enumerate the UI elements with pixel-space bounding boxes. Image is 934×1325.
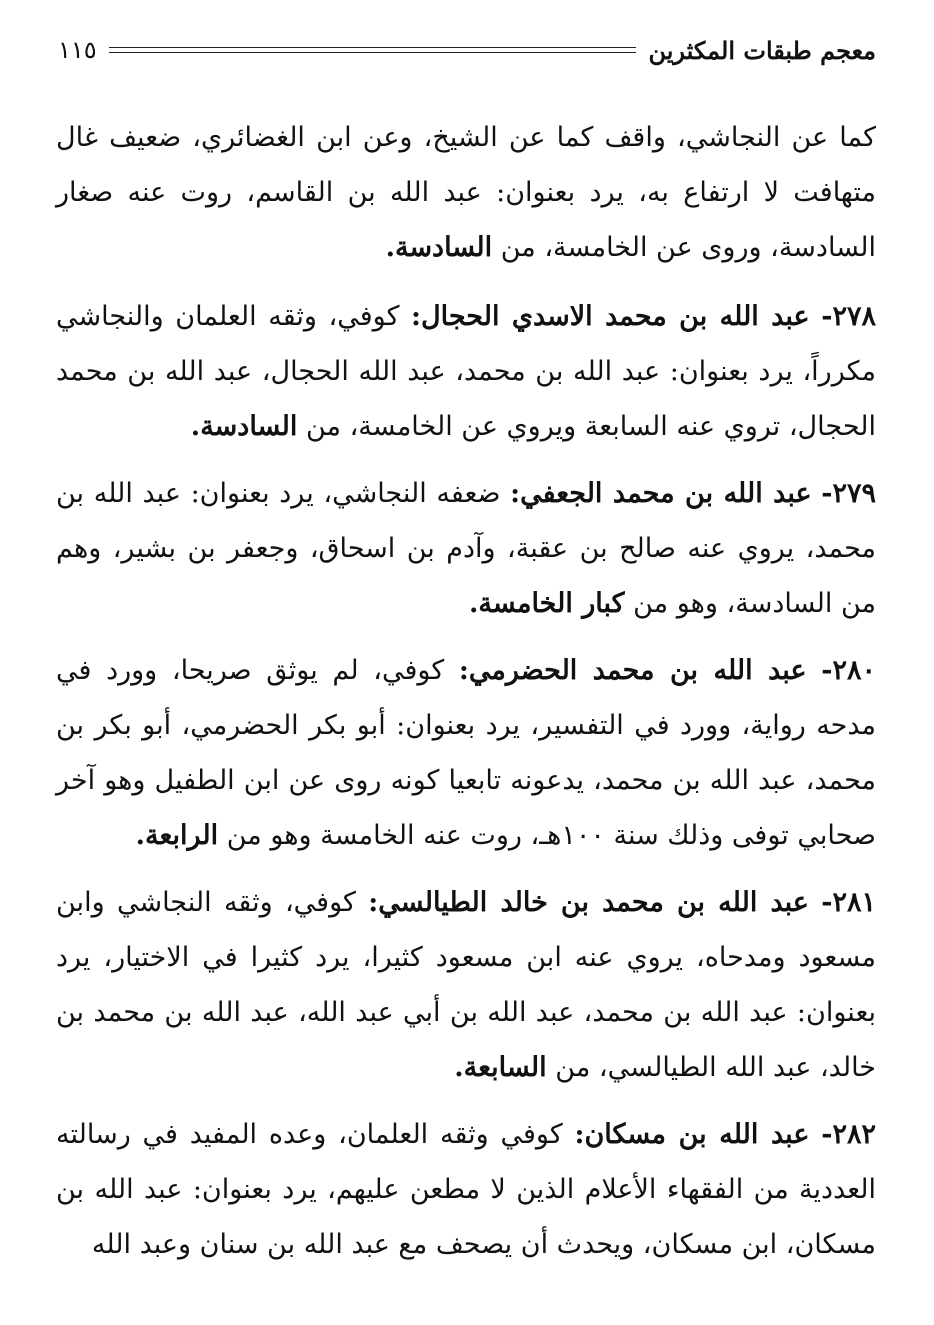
entry-tail: الرابعة. (135, 820, 219, 851)
intro-paragraph (56, 110, 876, 275)
entry-text: كوفي، وثقه العلمان والنجاشي مكرراً، يرد بعنوان: عبد الله بن محمد، عبد الله الحجال، عبد الله بن محمد الحجال، تروي عنه السابعة ويروي عن الخامسة، من (56, 301, 876, 442)
entry-name: عبد الله بن مسكان: (574, 1119, 810, 1150)
entry-tail: السادسة. (190, 411, 298, 442)
entry-name: عبد الله بن محمد الاسدي الحجال: (411, 301, 810, 332)
entry-279 (56, 466, 876, 631)
page-body (56, 110, 876, 1284)
entry-name: عبد الله بن محمد الجعفي: (510, 478, 812, 509)
entry-280 (56, 643, 876, 863)
page-header (58, 30, 876, 70)
running-title: معجم طبقات المكثرين (648, 35, 876, 65)
entry-text: ضعفه النجاشي، يرد بعنوان: عبد الله بن محمد، يروي عنه صالح بن عقبة، وآدم بن اسحاق، وجعفر بن بشير، وهم من السادسة، وهو من (56, 478, 876, 619)
entry-text: كوفي، وثقه النجاشي وابن مسعود ومدحاه، يروي عنه ابن مسعود كثيرا، يرد كثيرا في الاختيار، يرد بعنوان: عبد الله بن محمد، عبد الله بن أبي عبد الله، عبد الله بن محمد بن خالد، عبد الله الطيالسي، من (56, 887, 876, 1083)
page-number: ١١٥ (58, 36, 97, 64)
entry-text: كوفي وثقه العلمان، وعده المفيد في رسالته العددية من الفقهاء الأعلام الذين لا مطعن عليهم، يرد بعنوان: عبد الله بن مسكان، ابن مسكان، ويحدث أن يصحف مع عبد الله بن سنان وعبد الله (56, 1119, 876, 1260)
entry-number: ٢٨٠- (821, 655, 876, 686)
entry-282 (56, 1107, 876, 1272)
entry-tail: السابعة. (454, 1052, 547, 1083)
entry-name: عبد الله بن محمد بن خالد الطيالسي: (368, 887, 809, 918)
entry-278 (56, 289, 876, 454)
entry-number: ٢٧٨- (821, 301, 876, 332)
header-rule (109, 47, 637, 53)
entry-number: ٢٧٩- (821, 478, 876, 509)
entry-number: ٢٨١- (821, 887, 876, 918)
entry-name: عبد الله بن محمد الحضرمي: (458, 655, 807, 686)
intro-tail: السادسة. (385, 232, 493, 263)
intro-text: كما عن النجاشي، واقف كما عن الشيخ، وعن ابن الغضائري، ضعيف غال متهافت لا ارتفاع به، يرد بعنوان: عبد الله بن القاسم، روت عنه صغار السادسة، وروى عن الخامسة، من (56, 122, 876, 263)
entry-281 (56, 875, 876, 1095)
entry-tail: كبار الخامسة. (469, 588, 625, 619)
entry-number: ٢٨٢- (821, 1119, 876, 1150)
entry-text: كوفي، لم يوثق صريحا، وورد في مدحه رواية، وورد في التفسير، يرد بعنوان: أبو بكر الحضرمي، أبو بكر بن محمد، عبد الله بن محمد، يدعونه تابعيا كونه روى عن ابن الطفيل وهو آخر صحابي توفى وذلك سنة ١٠٠هـ، روت عنه الخامسة وهو من (56, 655, 876, 851)
